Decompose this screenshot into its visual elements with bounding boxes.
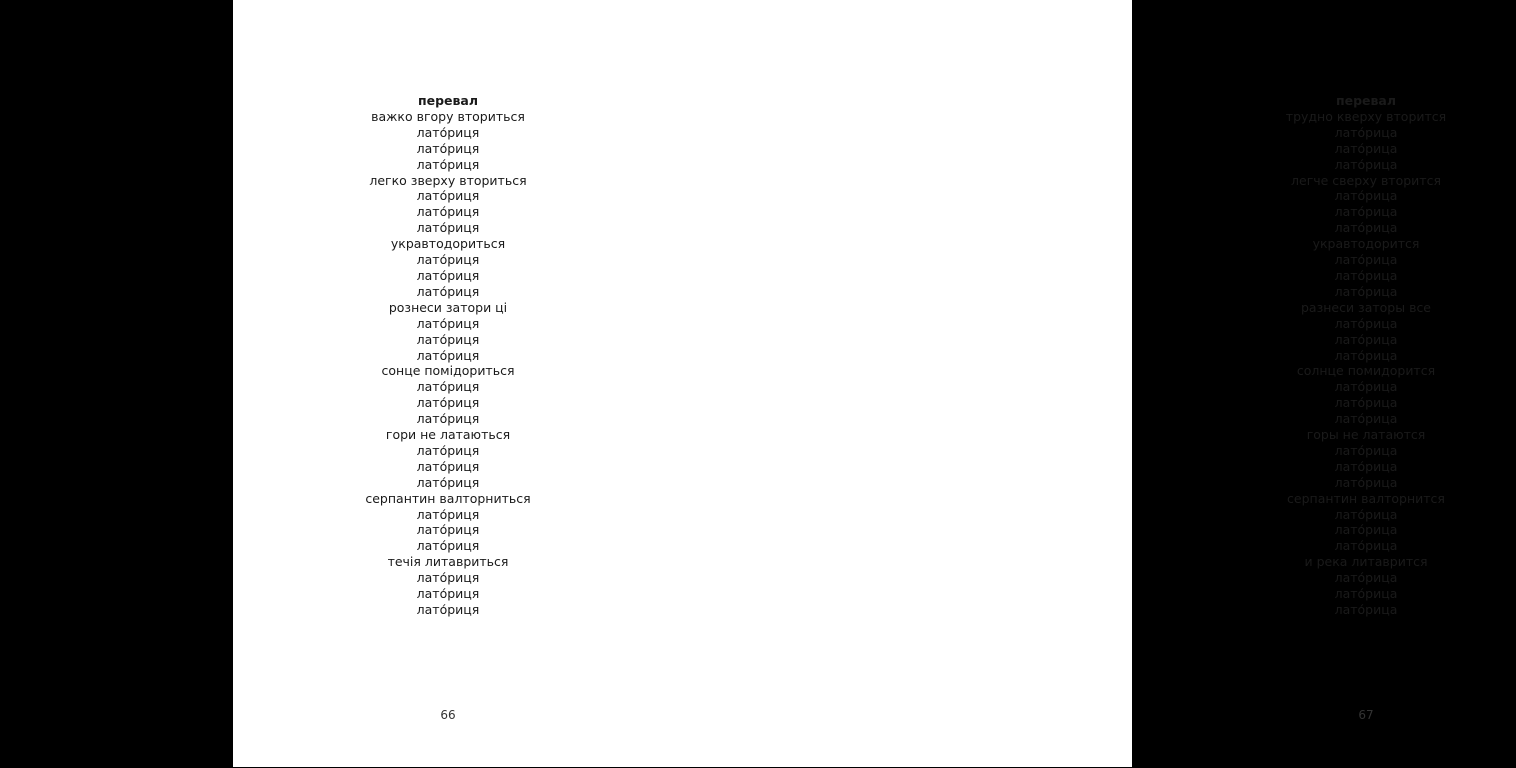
poem-title: перевал [417, 93, 479, 108]
left-page [233, 0, 682, 767]
poem-line: лато́риця [416, 283, 480, 299]
poem-line: лато́риця [416, 586, 480, 602]
poem-line: лато́риця [416, 538, 480, 554]
poem-line: лато́рица [1334, 458, 1398, 474]
poem-line: лато́рица [1334, 586, 1398, 602]
poem-line: лато́риця [416, 252, 480, 268]
poem-line: лато́рица [1334, 411, 1398, 427]
poem-line: лато́риця [416, 379, 480, 395]
poem-line: серпантин валторниться [365, 490, 531, 506]
poem-line: лато́риця [416, 458, 480, 474]
poem-line: лато́рица [1334, 379, 1398, 395]
poem-line: лато́риця [416, 411, 480, 427]
poem-line: лато́рица [1334, 506, 1398, 522]
poem-line: серпантин валторнится [1287, 490, 1445, 506]
poem-line: разнеси заторы все [1300, 299, 1432, 315]
poem-line: лато́риця [416, 315, 480, 331]
poem-line: лато́риця [416, 522, 480, 538]
poem-ukrainian [298, 93, 598, 618]
poem-line: лато́риця [416, 506, 480, 522]
poem-line: лато́риця [416, 395, 480, 411]
poem-line: сонце помідориться [381, 363, 515, 379]
right-page [682, 0, 1447, 767]
poem-line: лато́риця [416, 124, 480, 140]
page-number: 67 [1358, 708, 1374, 722]
poem-line: легко зверху вториться [369, 172, 527, 188]
poem-line: лато́рица [1334, 315, 1398, 331]
poem-line: легче сверху вторится [1291, 172, 1441, 188]
poem-line: лато́риця [416, 474, 480, 490]
poem-line: рознеси затори ці [388, 299, 508, 315]
poem-title: перевал [1335, 93, 1397, 108]
poem-line: лато́рица [1334, 204, 1398, 220]
page-number: 66 [440, 708, 456, 722]
poem-line: лато́рица [1334, 283, 1398, 299]
poem-line: лато́риця [416, 442, 480, 458]
poem-line: солнце помидорится [1296, 363, 1436, 379]
poem-line: течія литавриться [387, 554, 509, 570]
poem-line: лато́риця [416, 267, 480, 283]
poem-line: укравтодориться [390, 236, 506, 252]
poem-line: лато́рица [1334, 252, 1398, 268]
poem-line: лато́рица [1334, 602, 1398, 617]
poem-russian [1216, 93, 1516, 618]
poem-line: трудно кверху вторится [1285, 108, 1447, 124]
poem-line: лато́рица [1334, 538, 1398, 554]
poem-line: лато́риця [416, 331, 480, 347]
poem-line: лато́рица [1334, 124, 1398, 140]
poem-line: гори не латаються [385, 427, 511, 443]
poem-line: лато́рица [1334, 220, 1398, 236]
poem-line: лато́рица [1334, 188, 1398, 204]
poem-line: лато́рица [1334, 474, 1398, 490]
poem-line: лато́рица [1334, 570, 1398, 586]
poem-line: лато́риця [416, 220, 480, 236]
poem-line: лато́рица [1334, 522, 1398, 538]
poem-line: лато́рица [1334, 395, 1398, 411]
poem-line: горы не латаются [1306, 427, 1426, 443]
poem-line: лато́риця [416, 204, 480, 220]
poem-line: лато́рица [1334, 347, 1398, 363]
poem-line: лато́рица [1334, 442, 1398, 458]
poem-line: важко вгору вториться [371, 108, 525, 124]
poem-line: лато́риця [416, 347, 480, 363]
poem-line: лато́риця [416, 140, 480, 156]
poem-line: и река литаврится [1304, 554, 1428, 570]
poem-line: лато́риця [416, 188, 480, 204]
poem-line: лато́риця [416, 602, 480, 617]
poem-line: лато́рица [1334, 156, 1398, 172]
book-spread [233, 0, 1447, 767]
poem-line: лато́рица [1334, 331, 1398, 347]
poem-line: укравтодорится [1312, 236, 1420, 252]
poem-line: лато́риця [416, 156, 480, 172]
poem-line: лато́рица [1334, 140, 1398, 156]
poem-line: лато́рица [1334, 267, 1398, 283]
poem-line: лато́риця [416, 570, 480, 586]
